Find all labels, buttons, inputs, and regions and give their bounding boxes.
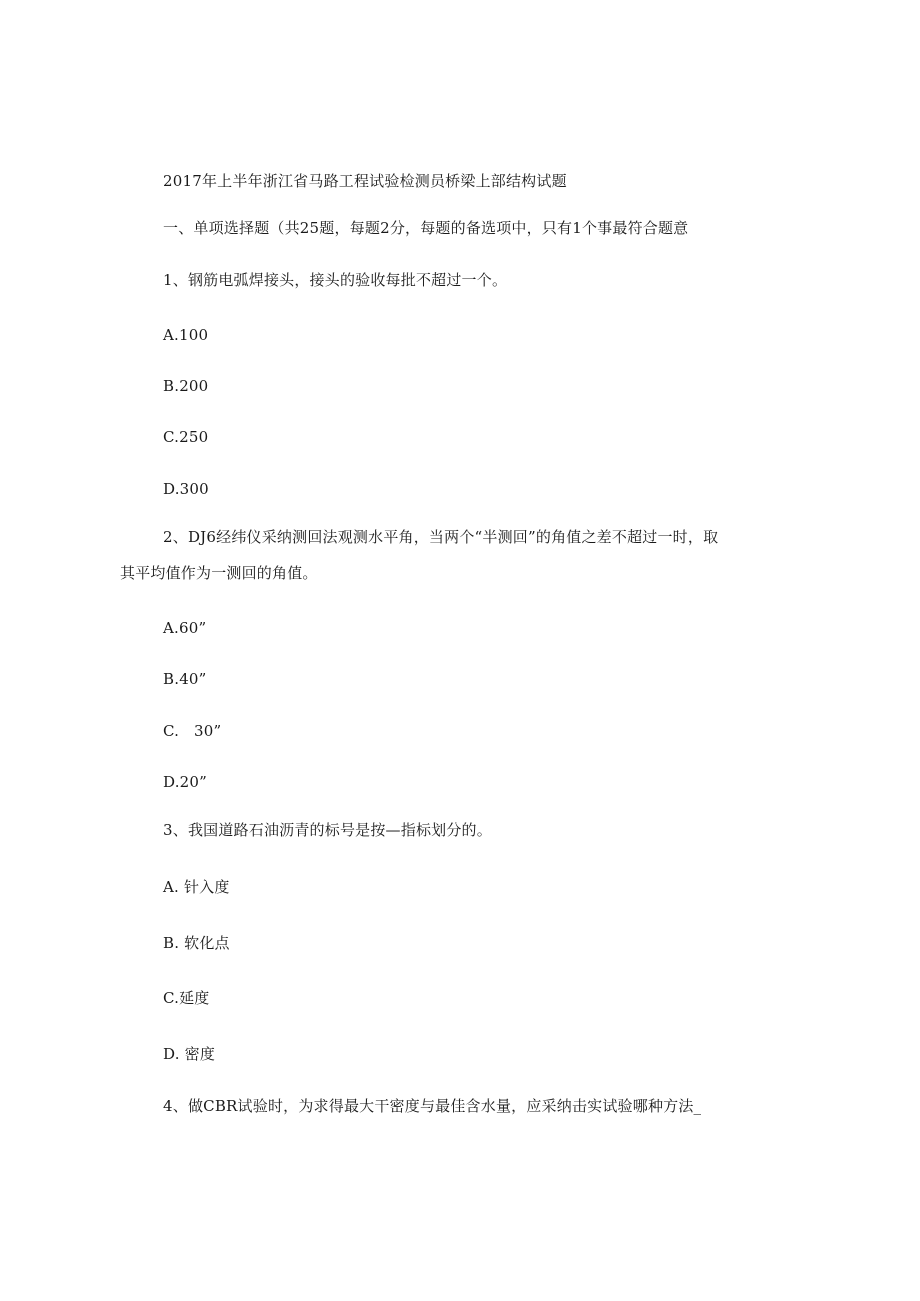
question-stem-continuation: 其平均值作为一测回的角值。 <box>120 564 318 582</box>
answer-option: D. 密度 <box>163 1045 216 1063</box>
answer-option: C.250 <box>163 428 209 446</box>
answer-option: C. 30” <box>163 722 222 740</box>
answer-option: A.100 <box>163 326 209 344</box>
document-title: 2017年上半年浙江省马路工程试验检测员桥梁上部结构试题 <box>163 172 567 190</box>
answer-option: A.60” <box>163 619 207 637</box>
question-stem: 1、钢筋电弧焊接头，接头的验收每批不超过一个。 <box>163 271 508 289</box>
answer-option: B. 软化点 <box>163 934 230 952</box>
answer-option: D.300 <box>163 480 209 498</box>
question-stem: 2、DJ6经纬仪采纳测回法观测水平角，当两个“半测回”的角值之差不超过一时，取 <box>163 528 719 546</box>
answer-option: A. 针入度 <box>163 878 230 896</box>
answer-option: B.40” <box>163 670 207 688</box>
section-heading: 一、单项选择题（共25题，每题2分，每题的备选项中，只有1个事最符合题意 <box>163 219 689 237</box>
question-stem: 3、我国道路石油沥青的标号是按—指标划分的。 <box>163 821 492 839</box>
answer-option: D.20” <box>163 773 208 791</box>
answer-option: B.200 <box>163 377 209 395</box>
question-stem: 4、做CBR试验时，为求得最大干密度与最佳含水量，应采纳击实试验哪种方法_ <box>163 1097 702 1115</box>
answer-option: C.延度 <box>163 989 210 1007</box>
